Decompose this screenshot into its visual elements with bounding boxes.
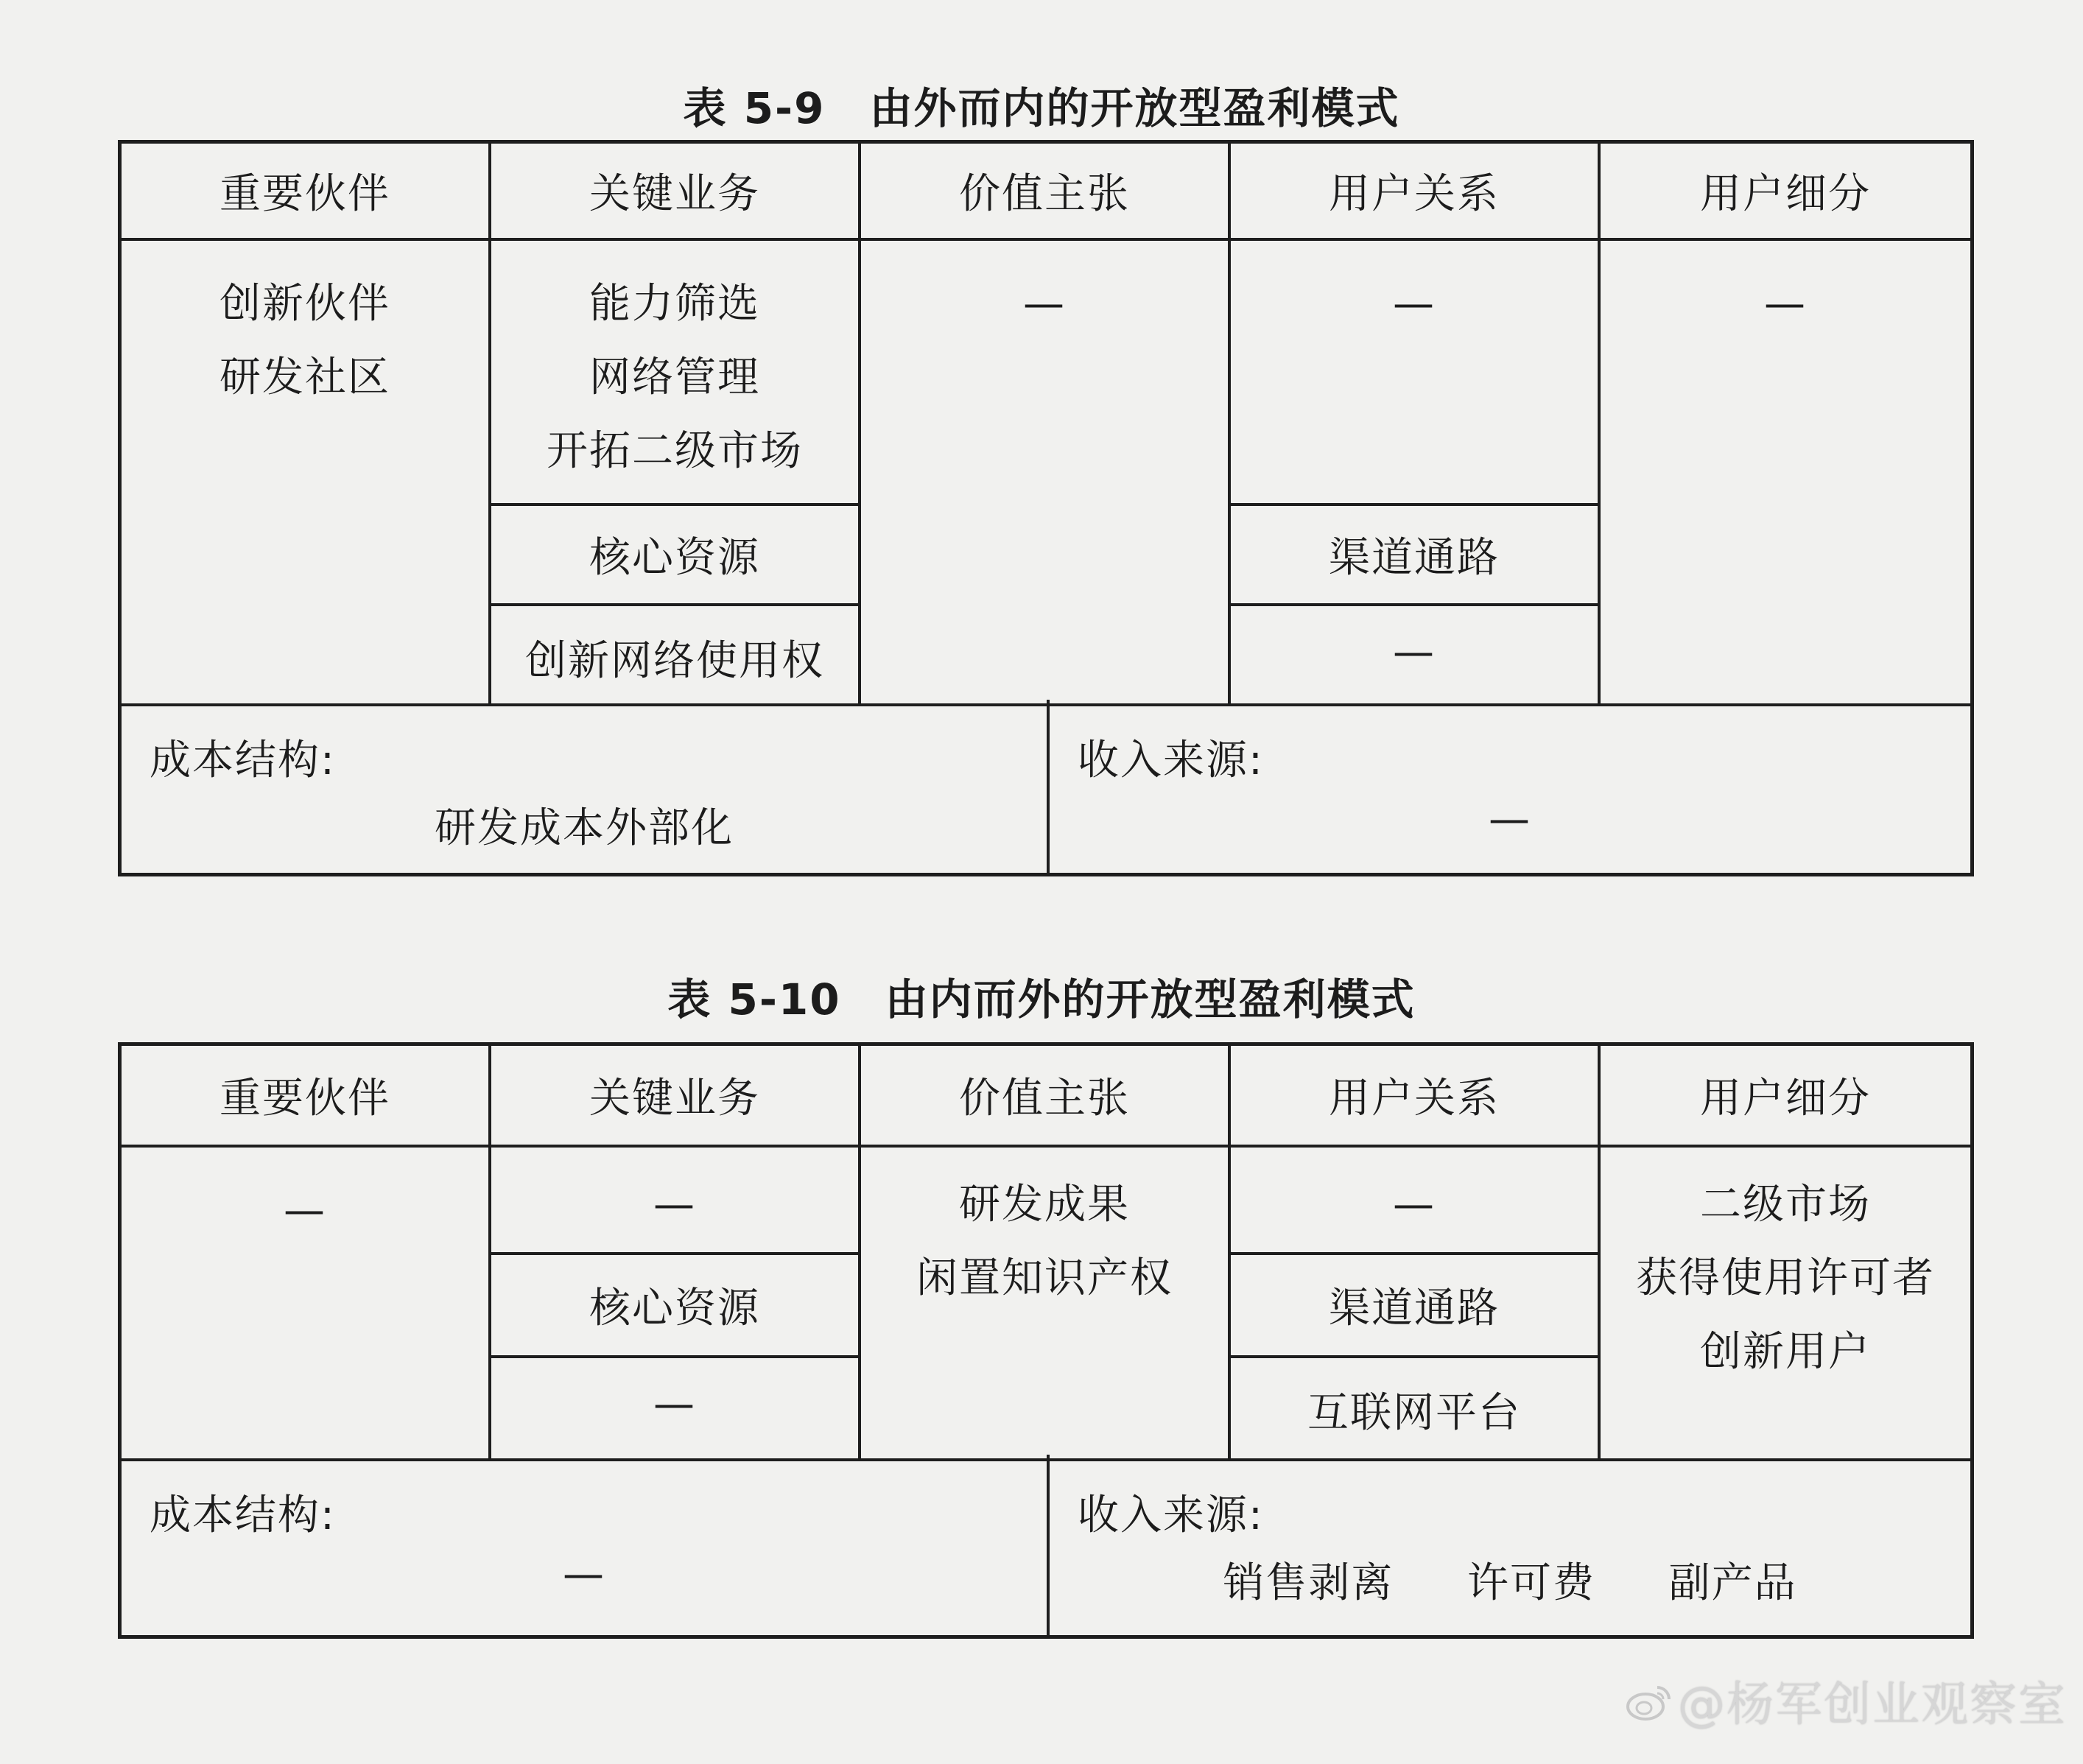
table1-header-value: 价值主张 <box>861 144 1228 241</box>
table1-revenue-label: 收入来源: <box>1078 737 1264 784</box>
table2-cost-label: 成本结构: <box>150 1491 336 1539</box>
table2-segment-item: 创新用户 <box>1700 1328 1871 1376</box>
table2-caption-number: 表 5-10 <box>667 974 841 1025</box>
table2-relations-item: — <box>1393 1181 1436 1229</box>
table2-header-activities: 关键业务 <box>491 1046 858 1148</box>
table2-col-relations <box>1231 1046 1601 1458</box>
table1-col-partners <box>122 144 491 703</box>
table2-col-value <box>861 1046 1231 1458</box>
table1-revenue-value: — <box>1489 795 1531 843</box>
table1-relations-item: — <box>1393 280 1436 328</box>
table1-header-resources: 核心资源 <box>491 503 858 606</box>
weibo-icon <box>1625 1680 1672 1735</box>
table2-header-channels: 渠道通路 <box>1231 1252 1598 1358</box>
table2-segment-item: 二级市场 <box>1700 1181 1871 1229</box>
table2-header-relations: 用户关系 <box>1231 1046 1598 1148</box>
table2-revenue-item: 销售剥离 <box>1223 1559 1394 1607</box>
table1-cost-value: 研发成本外部化 <box>435 804 734 852</box>
table1-header-partners: 重要伙伴 <box>122 144 488 241</box>
table1-col-value <box>861 144 1231 703</box>
table1-header-activities: 关键业务 <box>491 144 858 241</box>
table1-header-channels: 渠道通路 <box>1231 503 1598 606</box>
table1-col-activities <box>491 144 861 703</box>
table2-partner-item: — <box>284 1187 326 1234</box>
table2-segment-item: 获得使用许可者 <box>1636 1254 1935 1302</box>
table1-header-segments: 用户细分 <box>1601 144 1970 241</box>
table1-partners-body <box>122 241 488 703</box>
table2-revenue-values <box>1050 1550 1970 1609</box>
table1-segments-body <box>1601 241 1970 703</box>
table2-value-item: 研发成果 <box>959 1181 1130 1229</box>
table2-cost-cell <box>122 1455 1050 1635</box>
table1-revenue-cell <box>1050 700 1970 873</box>
table2-segments-body <box>1601 1148 1970 1458</box>
table2-bottom-row <box>122 1455 1970 1635</box>
table2-header-segments: 用户细分 <box>1601 1046 1970 1148</box>
table2-canvas <box>118 1042 1974 1639</box>
table2-revenue-item: 许可费 <box>1467 1559 1595 1607</box>
table1-channels-value: — <box>1393 628 1436 676</box>
table2-header-partners: 重要伙伴 <box>122 1046 488 1148</box>
table1-activity-item: 开拓二级市场 <box>547 427 803 475</box>
table1-caption-title: 由外而内的开放型盈利模式 <box>869 83 1400 133</box>
table1-value-item: — <box>1023 280 1066 328</box>
table1-header-relations: 用户关系 <box>1231 144 1598 241</box>
table1-caption-number: 表 5-9 <box>683 83 826 133</box>
table1-activity-item: 网络管理 <box>589 354 760 401</box>
table1-segments-item: — <box>1764 280 1807 328</box>
table1-resources-value: 创新网络使用权 <box>525 637 824 685</box>
table1-canvas <box>118 140 1974 876</box>
table1-value-body <box>861 241 1228 703</box>
table2-activities-body <box>491 1148 858 1252</box>
table1-col-relations <box>1231 144 1601 703</box>
watermark <box>1625 1667 2067 1735</box>
table2-col-activities <box>491 1046 861 1458</box>
table1-partner-item: 创新伙伴 <box>219 280 390 328</box>
table2-partners-body <box>122 1148 488 1458</box>
table1-activity-item: 能力筛选 <box>589 280 760 328</box>
table1-grid <box>122 144 1970 706</box>
table2-activity-item: — <box>653 1181 696 1229</box>
table1-partner-item: 研发社区 <box>219 354 390 401</box>
table2-cost-value: — <box>563 1550 605 1598</box>
table2-revenue-cell <box>1050 1455 1970 1635</box>
table2-header-resources: 核心资源 <box>491 1252 858 1358</box>
table1-relations-body <box>1231 241 1598 503</box>
table2-col-partners <box>122 1046 491 1458</box>
table2-col-segments <box>1601 1046 1970 1458</box>
table2-value-item: 闲置知识产权 <box>916 1254 1173 1302</box>
table1-activities-body <box>491 241 858 503</box>
table2-caption <box>0 965 2083 1027</box>
table2-relations-body <box>1231 1148 1598 1252</box>
table1-cost-label: 成本结构: <box>150 737 336 784</box>
table2-revenue-label: 收入来源: <box>1078 1491 1264 1539</box>
table2-caption-title: 由内而外的开放型盈利模式 <box>885 974 1416 1025</box>
table1-bottom-row <box>122 700 1970 873</box>
table2-header-value: 价值主张 <box>861 1046 1228 1148</box>
watermark-text: @杨军创业观察室 <box>1678 1677 2067 1732</box>
table1-cost-cell <box>122 700 1050 873</box>
table2-resources-value: — <box>653 1380 696 1428</box>
table2-value-body <box>861 1148 1228 1458</box>
table1-caption <box>0 74 2083 136</box>
table2-revenue-item: 副产品 <box>1668 1559 1797 1607</box>
table2-channels-value: 互联网平台 <box>1307 1389 1521 1437</box>
table1-col-segments <box>1601 144 1970 703</box>
table2-grid <box>122 1046 1970 1461</box>
